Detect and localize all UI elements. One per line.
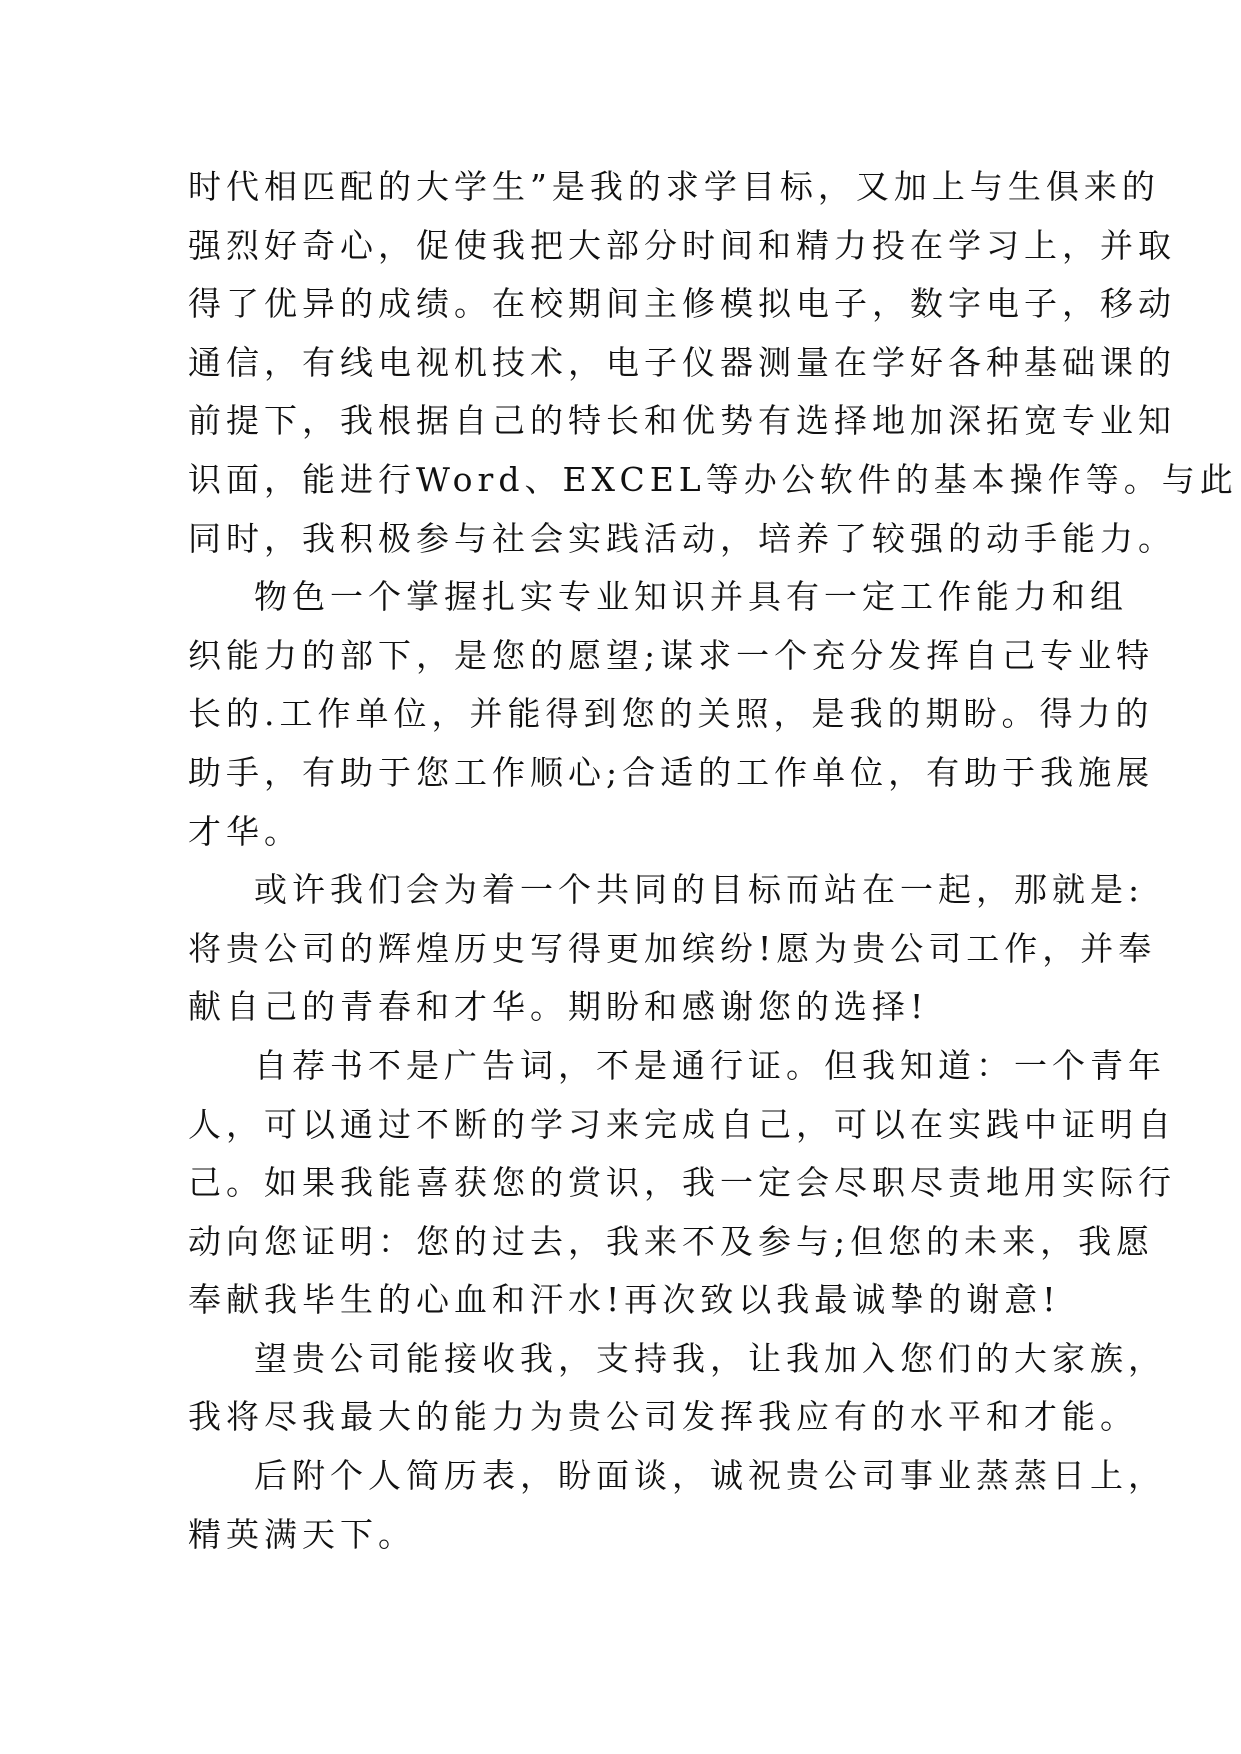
text-line: 后附个人简历表，盼面谈，诚祝贵公司事业蒸蒸日上， — [254, 1456, 1166, 1496]
text-line: 同时，我积极参与社会实践活动，培养了较强的动手能力。 — [188, 518, 1176, 558]
text-line: 献自己的青春和才华。期盼和感谢您的选择! — [188, 987, 929, 1027]
paragraph-closing — [188, 1447, 1166, 1564]
paragraph-common-goal — [188, 861, 1157, 1037]
text-line: 人，可以通过不断的学习来完成自己，可以在实践中证明自 — [188, 1104, 1176, 1144]
text-line: 时代相匹配的大学生”是我的求学目标，又加上与生俱来的 — [188, 167, 1160, 206]
text-line: 或许我们会为着一个共同的目标而站在一起，那就是: — [254, 870, 1145, 910]
paragraph-expectation — [188, 568, 1155, 861]
text-line: 自荐书不是广告词，不是通行证。但我知道：一个青年 — [254, 1045, 1166, 1085]
text-line: 助手，有助于您工作顺心;合适的工作单位，有助于我施展 — [188, 752, 1155, 792]
text-line: 织能力的部下，是您的愿望;谋求一个充分发挥自己专业特 — [188, 635, 1155, 675]
text-line: 长的.工作单位，并能得到您的关照，是我的期盼。得力的 — [188, 694, 1154, 734]
text-line: 通信，有线电视机技术，电子仪器测量在学好各种基础课的 — [188, 342, 1176, 382]
text-line: 精英满天下。 — [188, 1514, 416, 1554]
text-line: 将贵公司的辉煌历史写得更加缤纷!愿为贵公司工作，并奉 — [188, 928, 1157, 968]
text-line: 动向您证明：您的过去，我来不及参与;但您的未来，我愿 — [188, 1221, 1155, 1261]
letter-body — [188, 158, 1238, 1564]
text-line: 奉献我毕生的心血和汗水!再次致以我最诚挚的谢意! — [188, 1280, 1061, 1320]
text-line: 得了优异的成绩。在校期间主修模拟电子，数字电子，移动 — [188, 284, 1176, 324]
text-line: 我将尽我最大的能力为贵公司发挥我应有的水平和才能。 — [188, 1397, 1138, 1437]
paragraph-self-recommendation — [188, 1037, 1176, 1330]
text-line: 己。如果我能喜获您的赏识，我一定会尽职尽责地用实际行 — [188, 1163, 1176, 1203]
text-line: 物色一个掌握扎实专业知识并具有一定工作能力和组 — [254, 577, 1128, 617]
paragraph-education — [188, 158, 1238, 568]
paragraph-request — [188, 1330, 1166, 1447]
text-line: 才华。 — [188, 811, 302, 851]
text-line: 强烈好奇心，促使我把大部分时间和精力投在学习上，并取 — [188, 225, 1176, 265]
text-line: 前提下，我根据自己的特长和优势有选择地加深拓宽专业知 — [188, 401, 1176, 441]
text-line: 望贵公司能接收我，支持我，让我加入您们的大家族， — [254, 1338, 1166, 1378]
text-line: 识面，能进行Word、EXCEL等办公软件的基本操作等。与此 — [188, 459, 1238, 499]
